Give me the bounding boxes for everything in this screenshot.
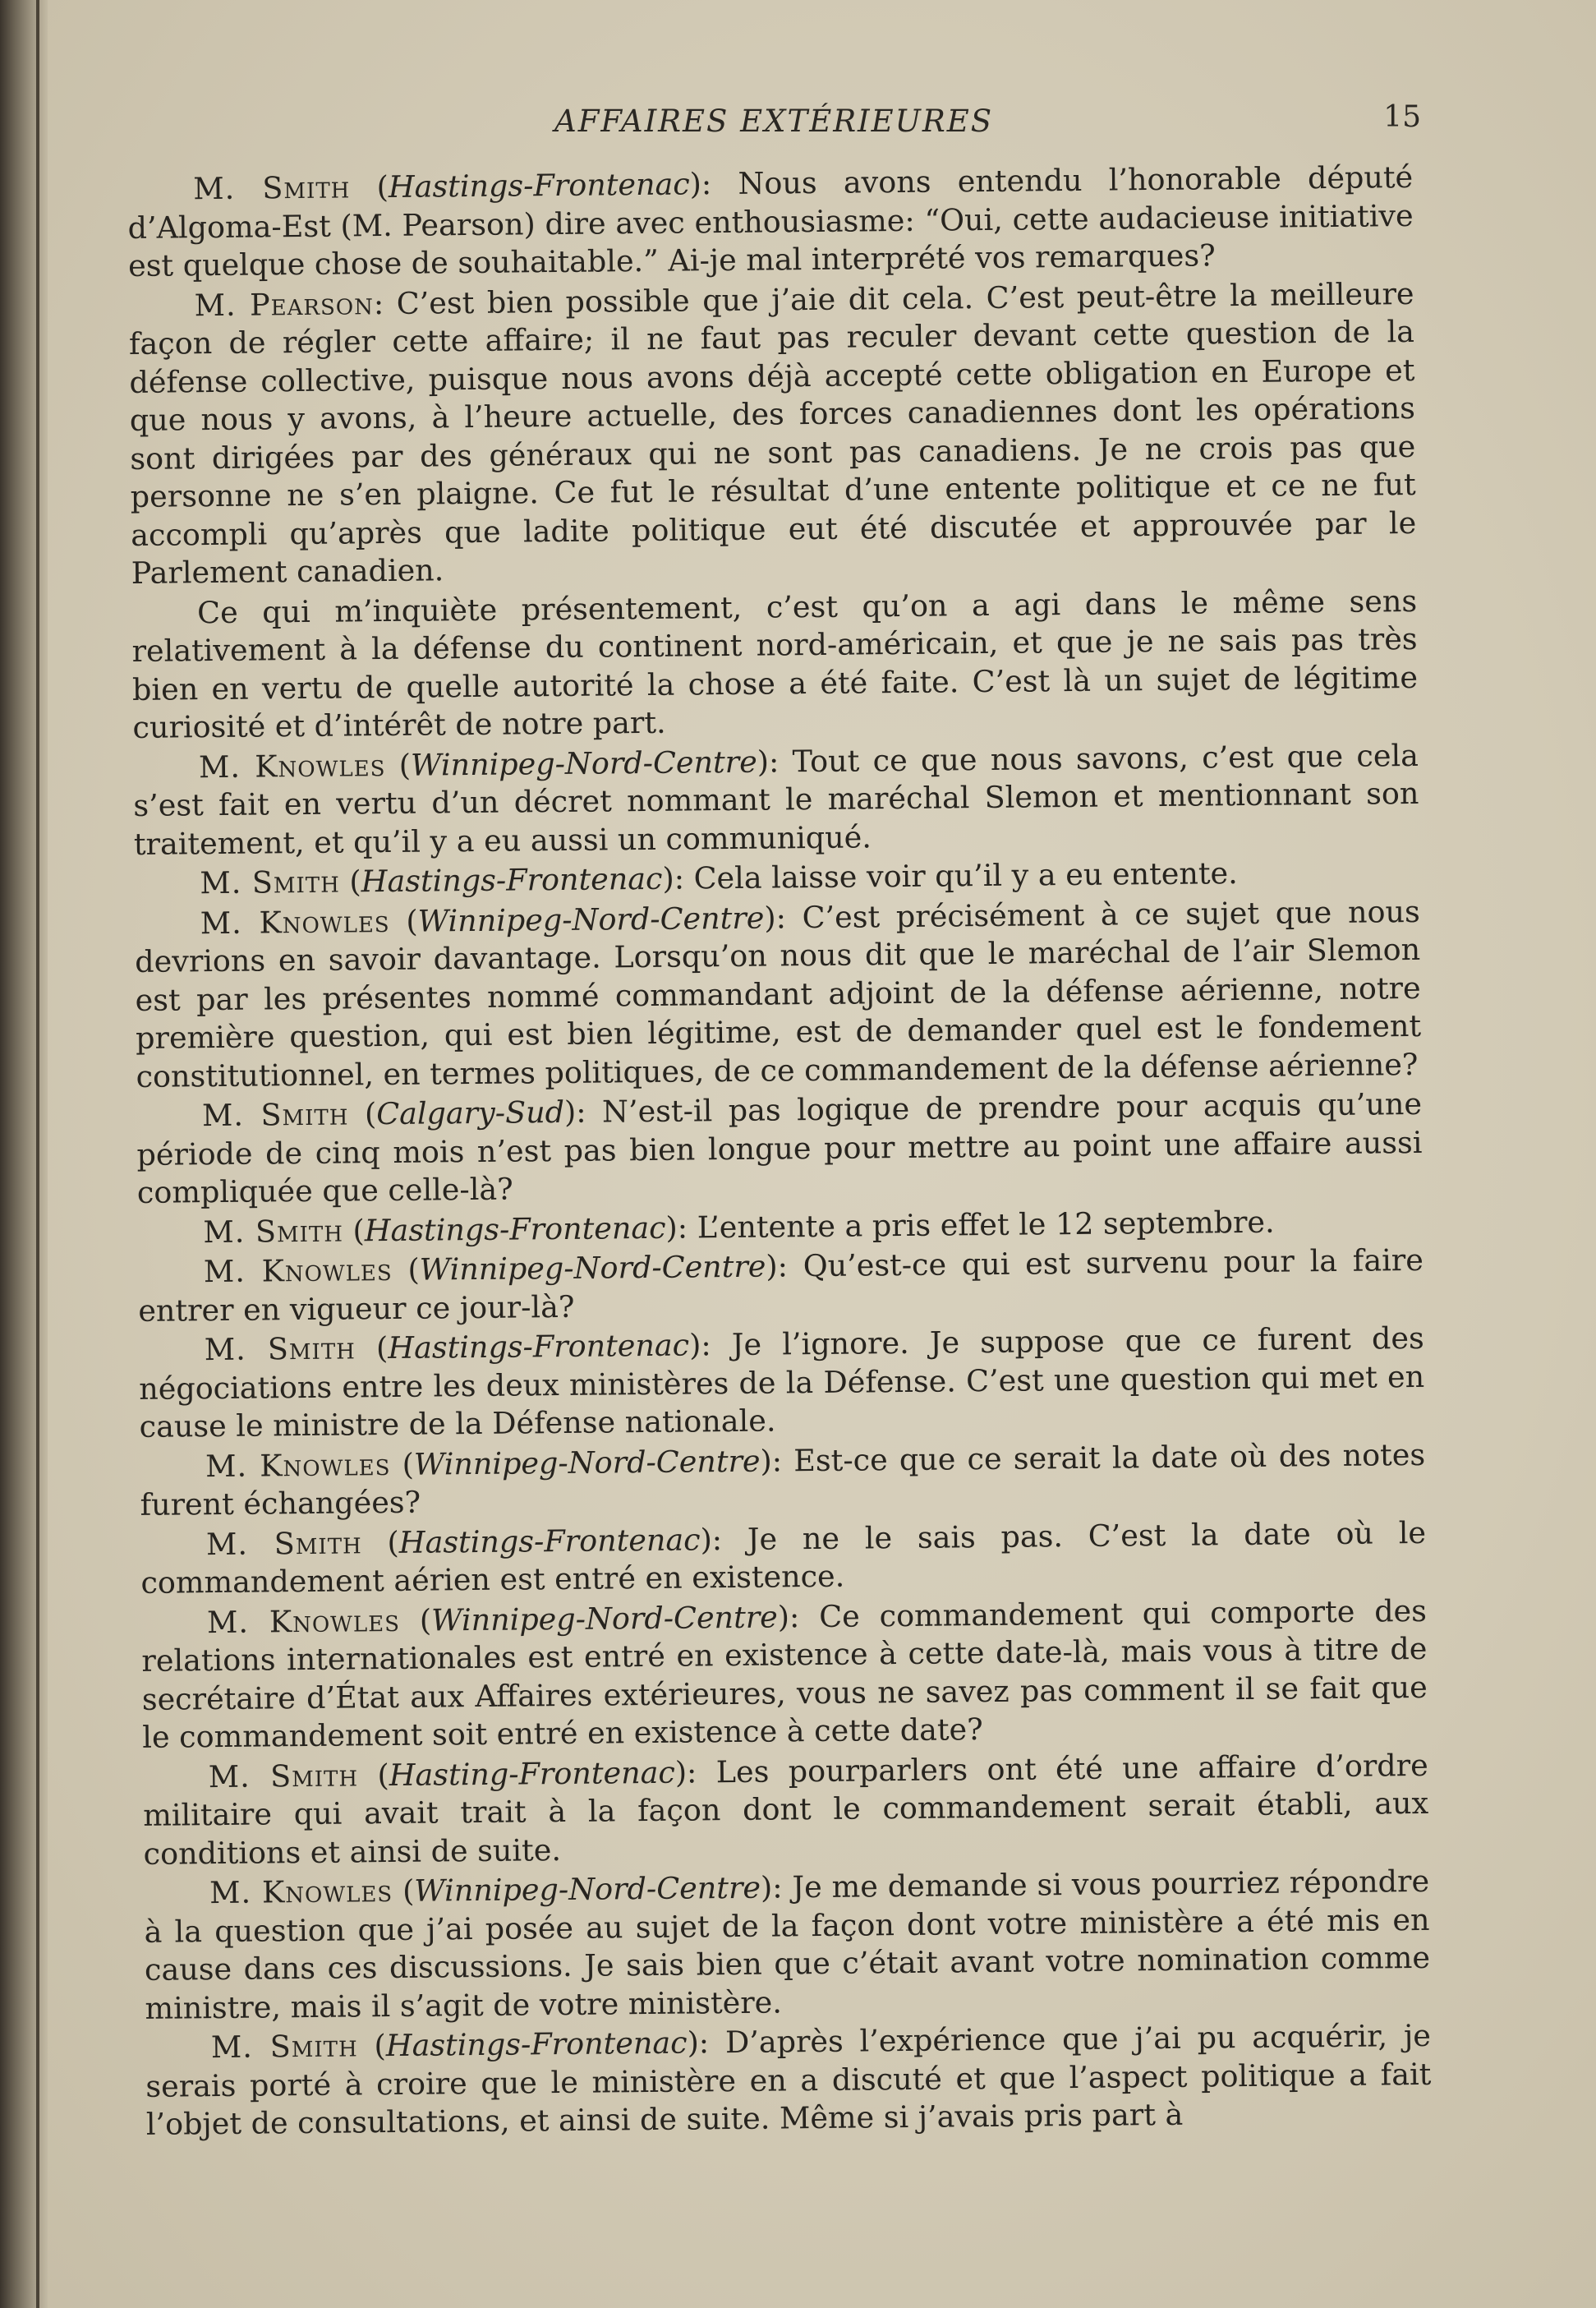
- speaker-name: M. Knowles: [203, 1251, 393, 1290]
- book-binding: [0, 0, 48, 2308]
- paragraph-text: Ce commandement qui comporte des relations internationales est entré en existence à cette date-là, mais vous à titre de secrétaire d’État aux Affaires extérieures, vous ne savez pas comment il se fait que le commandement soit entré en existence à cette date?: [141, 1592, 1428, 1755]
- paragraph: M. Smith (Hastings-Frontenac): Je l’ignore. Je suppose que ce furent des négociations entre les deux ministères de la Défense. C’est une question qui met en cause le ministre de la Défense nationale.: [139, 1320, 1425, 1444]
- running-title: AFFAIRES EXTÉRIEURES: [554, 104, 994, 139]
- paragraph: M. Smith (Hastings-Frontenac): L’entente a pris effet le 12 septembre.: [203, 1204, 1275, 1250]
- paragraph-text: C’est précisément à ce sujet que nous devrions en savoir davantage. Lorsqu’on nous dit que le maréchal de l’air Slemon est par les présentes nommé commandant adjoint de la défense aérienne, notre première question, qui est bien légitime, est de demander quel est le fondement constitutionnel, en termes politiques, de ce commandement de la défense aérienne?: [135, 893, 1422, 1094]
- speaker-name: M. Smith: [193, 169, 351, 207]
- paragraph-text: Je ne le sais pas. C’est la date où le commandement aérien est entré en existence.: [140, 1514, 1427, 1601]
- speaker-name: M. Knowles: [209, 1873, 393, 1911]
- riding-name: Hastings-Frontenac: [388, 166, 690, 205]
- paragraph-text: Je me demande si vous pourriez répondre à la question que j’ai posée au sujet de la façon dont votre ministère a été mis en cause dans ces discussions. Je sais bien que c’était avant votre nomination comme ministre, mais il s’agit de votre ministère.: [144, 1863, 1431, 2026]
- riding-name: Hastings-Frontenac: [361, 860, 663, 900]
- riding-name: Winnipeg-Nord-Centre: [410, 744, 757, 783]
- speaker-name: M. Knowles: [205, 1446, 391, 1484]
- paragraph: M. Knowles (Winnipeg-Nord-Centre): Qu’est-ce qui est survenu pour la faire entrer en vigueur ce jour-là?: [138, 1242, 1424, 1329]
- paragraph: M. Pearson: C’est bien possible que j’aie dit cela. C’est peut-être la meilleure façon de régler cette affaire; il ne faut pas reculer devant cette question de la défense collective, puisque nous avons déjà accepté cette obligation en Europe et que nous y avons, à l’heure actuelle, des forces canadiennes dont les opérations sont dirigées par des généraux qui ne sont pas canadiens. Je ne crois pas que personne ne s’en plaigne. Ce fut le résultat d’une entente politique et ce ne fut accompli qu’après que ladite politique eut été discutée et approuvée par le Parlement canadien.: [128, 275, 1417, 591]
- speaker-name: M. Knowles: [200, 903, 390, 941]
- binding-edge-line: [36, 0, 39, 2308]
- riding-name: Hastings-Frontenac: [364, 1209, 666, 1248]
- paragraph-text: Ce qui m’inquiète présentement, c’est qu’on a agi dans le même sens relativement à la défense du continent nord-américain, et que je ne sais pas très bien en vertu de quelle autorité la chose a été faite. C’est là un sujet de légitime curiosité et d’intérêt de notre part.: [131, 583, 1419, 745]
- riding-name: Winnipeg-Nord-Centre: [417, 900, 765, 939]
- riding-name: Hastings-Frontenac: [385, 2025, 688, 2064]
- paragraph-text: L’entente a pris effet le 12 septembre.: [697, 1204, 1275, 1245]
- paragraph-text: Tout ce que nous savons, c’est que cela s’est fait en vertu d’un décret nommant le maréchal Slemon et mentionnant son traitement, et qu’il y a eu aussi un communiqué.: [133, 737, 1419, 862]
- speaker-name: M. Smith: [203, 1213, 344, 1250]
- paragraph-text: C’est bien possible que j’aie dit cela. C’est peut-être la meilleure façon de régler cette affaire; il ne faut pas reculer devant cette question de la défense collective, puisque nous avons déjà accepté cette obligation en Europe et que nous y avons, à l’heure actuelle, des forces canadiennes dont les opérations sont dirigées par des généraux qui ne sont pas canadiens. Je ne crois pas que personne ne s’en plaigne. Ce fut le résultat d’une entente politique et ce ne fut accompli qu’après que ladite politique eut été discutée et approuvée par le Parlement canadien.: [128, 275, 1417, 591]
- speaker-name: M. Smith: [208, 1757, 359, 1794]
- paragraph-text: Je l’ignore. Je suppose que ce furent des négociations entre les deux ministères de la Défense. C’est une question qui met en cause le ministre de la Défense nationale.: [139, 1320, 1425, 1444]
- riding-name: Winnipeg-Nord-Centre: [413, 1443, 761, 1482]
- riding-name: Hastings-Frontenac: [388, 1327, 690, 1366]
- speaker-name: M. Pearson: [194, 285, 375, 323]
- paragraph: M. Smith (Hastings-Frontenac): Nous avons entendu l’honorable député d’Algoma-Est (M. Pearson) dire avec enthousiasme: “Oui, cette audacieuse initiative est quelque chose de souhaitable.” Ai-je mal interprété vos remarques?: [127, 159, 1414, 283]
- paragraph-text: Cela laisse voir qu’il y a eu entente.: [693, 855, 1238, 896]
- riding-name: Calgary-Sud: [375, 1094, 565, 1132]
- paragraph: M. Smith (Hastings-Frontenac): Cela laisse voir qu’il y a eu entente.: [200, 855, 1238, 901]
- paragraph: M. Knowles (Winnipeg-Nord-Centre): Est-ce que ce serait la date où des notes furent échangées?: [140, 1436, 1426, 1523]
- paragraph: M. Knowles (Winnipeg-Nord-Centre): Je me demande si vous pourriez répondre à la question que j’ai posée au sujet de la façon dont votre ministère a été mis en cause dans ces discussions. Je sais bien que c’était avant votre nomination comme ministre, mais il s’agit de votre ministère.: [144, 1863, 1431, 2026]
- body-text: [127, 159, 1432, 2145]
- riding-name: Winnipeg-Nord-Centre: [430, 1598, 778, 1638]
- paragraph-text: N’est-il pas logique de prendre pour acquis qu’une période de cinq mois n’est pas bien longue pour mettre au point une affaire aussi compliquée que celle-là?: [136, 1085, 1423, 1210]
- speaker-name: M. Smith: [204, 1330, 356, 1368]
- paragraph-text: Qu’est-ce qui est survenu pour la faire entrer en vigueur ce jour-là?: [138, 1242, 1424, 1329]
- riding-name: Winnipeg-Nord-Centre: [419, 1248, 766, 1288]
- speaker-name: M. Knowles: [206, 1602, 401, 1640]
- paragraph: M. Knowles (Winnipeg-Nord-Centre): C’est précisément à ce sujet que nous devrions en savoir davantage. Lorsqu’on nous dit que le maréchal de l’air Slemon est par les présentes nommé commandant adjoint de la défense aérienne, notre première question, qui est bien légitime, est de demander quel est le fondement constitutionnel, en termes politiques, de ce commandement de la défense aérienne?: [135, 893, 1422, 1094]
- running-header: [140, 97, 1421, 146]
- paragraph-text: D’après l’expérience que j’ai pu acquérir, je serais porté à croire que le ministère en a discuté et que l’aspect politique a fait l’objet de consultations, et ainsi de suite. Même si j’avais pris part à: [145, 2017, 1432, 2142]
- page-number: 15: [1383, 100, 1421, 134]
- riding-name: Hastings-Frontenac: [398, 1521, 701, 1560]
- paragraph: M. Knowles (Winnipeg-Nord-Centre): Tout ce que nous savons, c’est que cela s’est fait en vertu d’un décret nommant le maréchal Slemon et mentionnant son traitement, et qu’il y a eu aussi un communiqué.: [133, 737, 1419, 862]
- paragraph: M. Smith (Hastings-Frontenac): D’après l’expérience que j’ai pu acquérir, je serais porté à croire que le ministère en a discuté et que l’aspect politique a fait l’objet de consultations, et ainsi de suite. Même si j’avais pris part à: [145, 2017, 1432, 2142]
- speaker-name: M. Knowles: [198, 747, 386, 785]
- paragraph-text: Est-ce que ce serait la date où des notes furent échangées?: [140, 1436, 1426, 1523]
- paragraph: M. Smith (Hasting-Frontenac): Les pourparlers ont été une affaire d’ordre militaire qui avait trait à la façon dont le commandement serait établi, aux conditions et ainsi de suite.: [143, 1747, 1429, 1872]
- paragraph: M. Smith (Hastings-Frontenac): Je ne le sais pas. C’est la date où le commandement aérien est entré en existence.: [140, 1514, 1427, 1601]
- speaker-name: M. Smith: [205, 1524, 362, 1562]
- riding-name: Hasting-Frontenac: [389, 1754, 676, 1793]
- speaker-name: M. Smith: [210, 2028, 358, 2066]
- paragraph: M. Knowles (Winnipeg-Nord-Centre): Ce commandement qui comporte des relations internationales est entré en existence à cette date-là, mais vous à titre de secrétaire d’État aux Affaires extérieures, vous ne savez pas comment il se fait que le commandement soit entré en existence à cette date?: [141, 1592, 1428, 1755]
- paragraph: [131, 582, 1419, 747]
- riding-name: Winnipeg-Nord-Centre: [414, 1869, 761, 1909]
- paragraph-text: Nous avons entendu l’honorable député d’Algoma-Est (M. Pearson) dire avec enthousiasme: “Oui, cette audacieuse initiative est quelque chose de souhaitable.” Ai-je mal interprété vos remarques?: [127, 159, 1414, 283]
- paragraph-text: Les pourparlers ont été une affaire d’ordre militaire qui avait trait à la façon dont le commandement serait établi, aux conditions et ainsi de suite.: [143, 1747, 1429, 1872]
- speaker-name: M. Smith: [200, 864, 341, 901]
- speaker-name: M. Smith: [201, 1096, 349, 1134]
- paragraph: M. Smith (Calgary-Sud): N’est-il pas logique de prendre pour acquis qu’une période de cinq mois n’est pas bien longue pour mettre au point une affaire aussi compliquée que celle-là?: [136, 1085, 1423, 1210]
